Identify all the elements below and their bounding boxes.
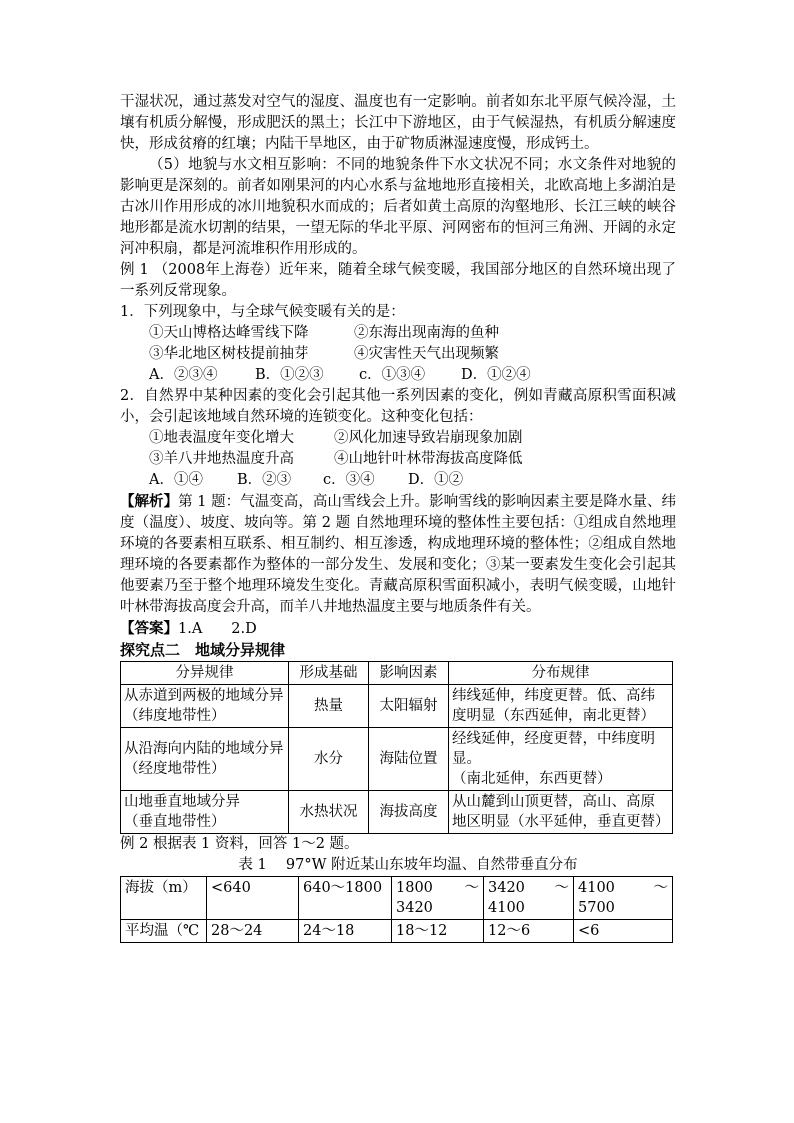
table-row xyxy=(121,728,673,791)
question-1-stem: 1．下列现象中，与全球气候变暖有关的是： xyxy=(120,304,405,320)
table-row xyxy=(121,685,673,728)
altitude-cell: 4100 ～ 5700 xyxy=(574,877,673,920)
answer-text: 1.A 2.D xyxy=(178,621,257,637)
question-1-items-row2 xyxy=(120,344,676,365)
zonal-differentiation-table xyxy=(120,661,673,834)
q1-item: ①天山博格达峰雪线下降 xyxy=(149,325,309,341)
question-2-items-row1 xyxy=(120,428,676,449)
q1-choice: A．②③④ xyxy=(149,367,218,383)
row-label: 平均温（℃ xyxy=(121,920,207,943)
basis-cell: 水热状况 xyxy=(289,791,369,834)
question-1-items-row1 xyxy=(120,323,676,344)
table-row xyxy=(121,791,673,834)
q2-item: ②风化加速导致岩崩现象加剧 xyxy=(334,430,523,446)
law-cell: 从赤道到两极的地域分异 （纬度地带性） xyxy=(121,685,289,728)
analysis xyxy=(120,491,676,618)
altitude-temperature-table xyxy=(120,876,673,943)
factor-cell: 海陆位置 xyxy=(369,728,449,791)
example-2-intro: 例 2 根据表 1 资料，回答 1～2 题。 xyxy=(120,836,359,852)
altitude-cell: 3420 ～ 4100 xyxy=(484,877,574,920)
distribution-cell: 从山麓到山顶更替，高山、高原地区明显（水平延伸，垂直更替） xyxy=(449,791,673,834)
basis-cell: 热量 xyxy=(289,685,369,728)
paragraph-landform-hydrology: （5）地貌与水文相互影响：不同的地貌条件下水文状况不同；水文条件对地貌的影响更是深刻的。前者如刚果河的内心水系与盆地地形直接相关，北欧高地上多湖泊是古冰川作用形成的冰川地貌积水而成的；后者如黄土高原的沟壑地形、长江三峡的峡谷地形都是流水切割的结果，一望无际的华北平原、河网密布的恒河三角洲、开阔的永定河冲积扇，都是河流堆积作用形成的。 xyxy=(120,157,676,257)
table-header: 分布规律 xyxy=(449,662,673,685)
table-row xyxy=(121,877,673,920)
table-header: 分异规律 xyxy=(121,662,289,685)
q2-choice: B．②③ xyxy=(237,472,292,488)
temperature-cell: 12～6 xyxy=(484,920,574,943)
temperature-cell: 18～12 xyxy=(392,920,484,943)
question-2-choices xyxy=(120,470,676,491)
section-title: 探究点二 地域分异规律 xyxy=(120,641,286,659)
table-row xyxy=(121,920,673,943)
table-caption: 表 1 97°W 附近某山东坡年均温、自然带垂直分布 xyxy=(238,857,578,873)
row-label: 海拔（m） xyxy=(121,877,207,920)
factor-cell: 太阳辐射 xyxy=(369,685,449,728)
question-2-stem: 2．自然界中某种因素的变化会引起其他一系列因素的变化，例如青藏高原积雪面积减小，会引起该地域自然环境的连锁变化。这种变化包括： xyxy=(120,388,676,425)
table-header: 形成基础 xyxy=(289,662,369,685)
table-header-row xyxy=(121,662,673,685)
q1-choice: B．①②③ xyxy=(255,367,324,383)
basis-cell: 水分 xyxy=(289,728,369,791)
analysis-text: 第 1 题：气温变高，高山雪线会上升。影响雪线的影响因素主要是降水量、纬度（温度）、坡度、坡向等。第 2 题 自然地理环境的整体性主要包括：①组成自然地理环境的各要素相互联系、相互制约、相互渗透，构成地理环境的整体性；②组成自然地理环境的各要素都作为整体的一部分发生、发展和变化；③某一要素发生变化会引起其他要素乃至于整个地理环境发生变化。青藏高原积雪面积减小，表明气候变暖，山地针叶林带海拔高度会升高，而羊八井地热温度主要与地质条件有关。 xyxy=(120,494,677,615)
distribution-cell: 纬线延伸，纬度更替。低、高纬度明显（东西延伸，南北更替） xyxy=(449,685,673,728)
question-2-items-row2 xyxy=(120,449,676,470)
factor-cell: 海拔高度 xyxy=(369,791,449,834)
q1-item: ③华北地区树枝提前抽芽 xyxy=(149,346,309,362)
paragraph-soil: 干湿状况，通过蒸发对空气的湿度、温度也有一定影响。前者如东北平原气候冷湿，土壤有机质分解慢，形成肥沃的黑土；长江中下游地区，由于气候湿热，有机质分解速度快，形成贫瘠的红壤；内陆干旱地区，由于矿物质淋湿速度慢，形成钙土。 xyxy=(120,94,676,152)
q2-choice: c．③④ xyxy=(323,472,375,488)
answer xyxy=(120,618,676,640)
distribution-cell: 经线延伸，经度更替，中纬度明显。 （南北延伸，东西更替） xyxy=(449,728,673,791)
document-page xyxy=(120,92,676,943)
q1-choice: c．①③④ xyxy=(359,367,426,383)
q1-item: ②东海出现南海的鱼种 xyxy=(354,325,499,341)
table-header: 影响因素 xyxy=(369,662,449,685)
altitude-cell: 1800 ～ 3420 xyxy=(392,877,484,920)
analysis-label: 【解析】 xyxy=(120,493,179,510)
example-1-intro: 例 1 （2008年上海卷）近年来，随着全球气候变暖，我国部分地区的自然环境出现了一系列反常现象。 xyxy=(120,262,676,299)
law-cell: 山地垂直地域分异 （垂直地带性） xyxy=(121,791,289,834)
temperature-cell: <6 xyxy=(574,920,673,943)
q2-item: ④山地针叶林带海拔高度降低 xyxy=(334,451,523,467)
altitude-cell: <640 xyxy=(207,877,299,920)
law-cell: 从沿海向内陆的地域分异 （经度地带性） xyxy=(121,728,289,791)
q1-item: ④灾害性天气出现频繁 xyxy=(354,346,499,362)
q2-item: ③羊八井地热温度升高 xyxy=(149,451,294,467)
answer-label: 【答案】 xyxy=(120,620,178,637)
q2-choice: A．①④ xyxy=(149,472,203,488)
temperature-cell: 24～18 xyxy=(299,920,392,943)
altitude-cell: 640～1800 xyxy=(299,877,392,920)
q2-item: ①地表温度年变化增大 xyxy=(149,430,294,446)
temperature-cell: 28～24 xyxy=(207,920,299,943)
question-1-choices xyxy=(120,365,676,386)
q1-choice: D．①②④ xyxy=(461,367,531,383)
q2-choice: D．①② xyxy=(408,472,464,488)
